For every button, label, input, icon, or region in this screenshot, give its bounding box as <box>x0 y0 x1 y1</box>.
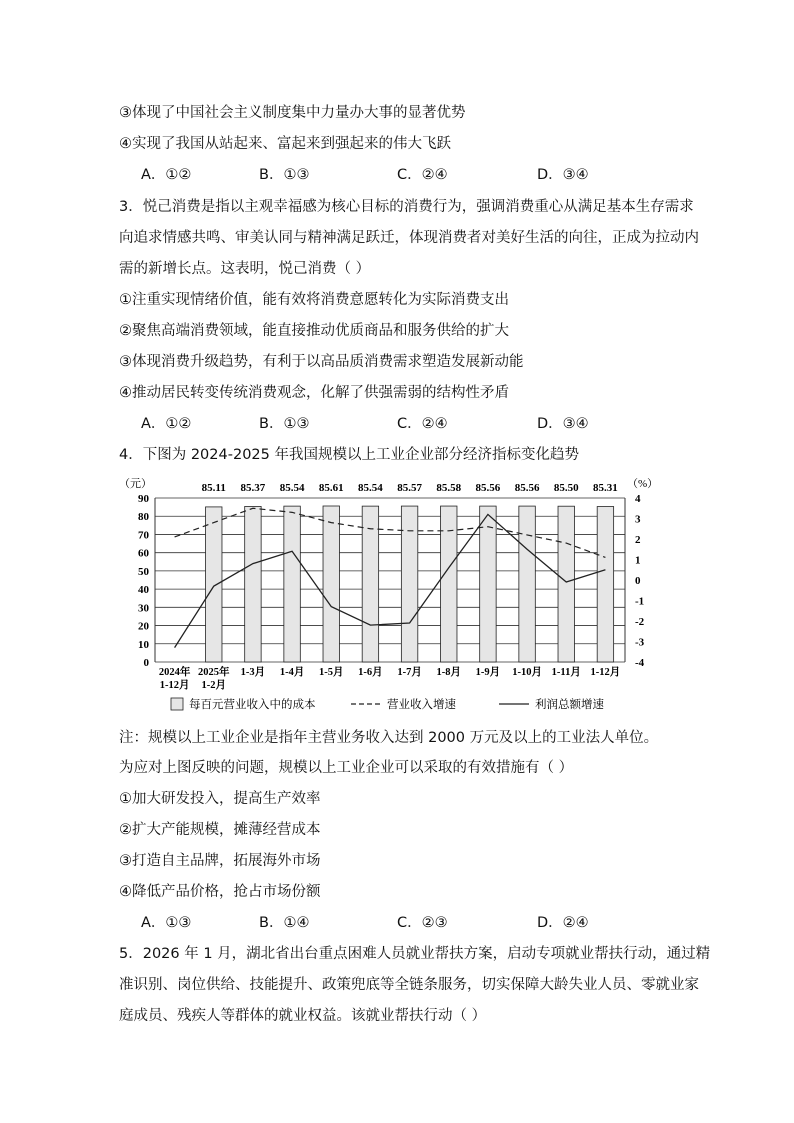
q3-stem-line-3: 需的新增长点。这表明，悦己消费（ ） <box>119 261 371 277</box>
q3-option-d: D．③④ <box>537 416 589 432</box>
q4-statement-1: ①加大研发投入，提高生产效率 <box>119 791 321 807</box>
q2-option-b: B．①③ <box>259 167 310 183</box>
q4-statement-4: ④降低产品价格，抢占市场份额 <box>119 884 321 900</box>
left-tick-label: 0 <box>143 657 149 669</box>
legend-solid-label: 利润总额增速 <box>535 699 604 711</box>
bar-value-label: 85.61 <box>318 482 344 494</box>
left-tick-label: 80 <box>138 511 149 524</box>
bar <box>362 506 378 662</box>
right-tick-label: 3 <box>635 513 641 526</box>
q4-note: 注：规模以上工业企业是指年主营业务收入达到 2000 万元及以上的工业法人单位。 <box>119 730 659 746</box>
x-tick-label: 1-12月 <box>159 680 190 691</box>
x-tick-label: 1-10月 <box>512 667 542 678</box>
q2-statement-3: ③体现了中国社会主义制度集中力量办大事的显著优势 <box>119 105 466 121</box>
right-tick-label: -3 <box>635 636 645 649</box>
legend-bar-swatch <box>171 698 183 710</box>
bar <box>480 506 496 662</box>
q2-option-a: A．①② <box>141 167 192 183</box>
left-tick-label: 20 <box>138 620 149 633</box>
right-tick-label: -1 <box>635 595 645 608</box>
right-tick-label: -4 <box>635 657 645 669</box>
left-tick-label: 10 <box>138 638 149 651</box>
q3-option-b: B．①③ <box>259 416 310 432</box>
q4-statement-3: ③打造自主品牌，拓展海外市场 <box>119 853 321 869</box>
x-tick-label: 1-11月 <box>551 667 581 678</box>
q4-question: 为应对上图反映的问题，规模以上工业企业可以采取的有效措施有（ ） <box>119 760 574 776</box>
x-tick-label: 1-12月 <box>590 667 621 678</box>
legend-dashed-label: 营业收入增速 <box>387 699 456 711</box>
q3-stem-line-1: 3．悦己消费是指以主观幸福感为核心目标的消费行为，强调消费重心从满足基本生存需求 <box>119 199 694 215</box>
left-tick-label: 90 <box>138 493 149 505</box>
q2-option-d: D．③④ <box>537 167 589 183</box>
q4-option-d: D．②④ <box>537 915 589 931</box>
bar <box>323 506 339 662</box>
bar-value-label: 85.56 <box>475 482 501 494</box>
revenue-growth-line <box>175 508 606 557</box>
right-tick-label: 1 <box>635 554 641 567</box>
q5-stem-line-3: 庭成员、残疾人等群体的就业权益。该就业帮扶行动（ ） <box>119 1008 487 1024</box>
bar <box>401 506 417 662</box>
q5-stem-line-1: 5．2026 年 1 月，湖北省出台重点困难人员就业帮扶方案，启动专项就业帮扶行动，通过精 <box>119 946 711 962</box>
x-tick-label: 1-6月 <box>358 667 383 678</box>
q2-statement-4: ④实现了我国从站起来、富起来到强起来的伟大飞跃 <box>119 136 451 152</box>
x-tick-label: 1-9月 <box>475 667 501 678</box>
q3-statement-1: ①注重实现情绪价值，能有效将消费意愿转化为实际消费支出 <box>119 292 509 308</box>
x-tick-label: 1-7月 <box>397 667 422 678</box>
legend-bar-label: 每百元营业收入中的成本 <box>189 699 316 711</box>
q3-stem-line-2: 向追求情感共鸣、审美认同与精神满足跃迁，体现消费者对美好生活的向往，正成为拉动内 <box>119 230 699 246</box>
q3-statement-3: ③体现消费升级趋势，有利于以高品质消费需求塑造发展新动能 <box>119 354 524 370</box>
q3-option-a: A．①② <box>141 416 192 432</box>
right-tick-label: 2 <box>635 534 641 546</box>
x-tick-label: 1-8月 <box>436 667 461 678</box>
bar-value-label: 85.37 <box>240 482 266 494</box>
bar-value-label: 85.58 <box>436 482 462 494</box>
bar-value-label: 85.50 <box>553 482 579 494</box>
q3-option-c: C．②④ <box>397 416 448 432</box>
q4-option-a: A．①③ <box>141 915 192 931</box>
q4-option-c: C．②③ <box>397 915 448 931</box>
bar-value-label: 85.54 <box>279 482 305 494</box>
left-tick-label: 30 <box>138 602 149 615</box>
bar <box>206 507 222 662</box>
x-tick-label: 1-4月 <box>279 667 305 678</box>
right-tick-label: -2 <box>635 616 645 628</box>
right-tick-label: 4 <box>635 493 641 505</box>
left-tick-label: 60 <box>138 547 149 560</box>
q3-statement-4: ④推动居民转变传统消费观念，化解了供强需弱的结构性矛盾 <box>119 385 509 401</box>
bar-value-label: 85.56 <box>514 482 540 494</box>
left-tick-label: 50 <box>138 565 149 578</box>
economic-indicators-chart <box>119 474 679 719</box>
q4-stem: 4．下图为 2024-2025 年我国规模以上工业企业部分经济指标变化趋势 <box>119 447 579 463</box>
bar <box>519 506 535 662</box>
right-unit-label: （%） <box>627 478 659 490</box>
q4-option-b: B．①④ <box>259 915 310 931</box>
x-tick-label: 2025年 <box>198 667 230 678</box>
x-tick-label: 1-5月 <box>319 667 344 678</box>
left-tick-label: 70 <box>138 529 149 542</box>
bar <box>597 507 613 662</box>
x-tick-label: 2024年 <box>158 667 191 678</box>
bar <box>441 506 457 662</box>
bar-value-label: 85.57 <box>397 482 422 494</box>
q2-option-c: C．②④ <box>397 167 448 183</box>
left-unit-label: （元） <box>119 478 152 490</box>
right-tick-label: 0 <box>635 575 641 587</box>
bar-value-label: 85.54 <box>358 482 383 494</box>
bar <box>558 506 574 662</box>
q3-statement-2: ②聚焦高端消费领域，能直接推动优质商品和服务供给的扩大 <box>119 323 509 339</box>
bar-value-label: 85.11 <box>201 482 226 494</box>
left-tick-label: 40 <box>138 584 149 597</box>
x-tick-label: 1-2月 <box>201 680 226 691</box>
q4-statement-2: ②扩大产能规模，摊薄经营成本 <box>119 822 321 838</box>
bar <box>284 506 300 662</box>
x-tick-label: 1-3月 <box>240 667 266 678</box>
q5-stem-line-2: 准识别、岗位供给、技能提升、政策兜底等全链条服务，切实保障大龄失业人员、零就业家 <box>119 977 699 993</box>
bar <box>245 506 261 662</box>
bar-value-label: 85.31 <box>593 482 618 494</box>
